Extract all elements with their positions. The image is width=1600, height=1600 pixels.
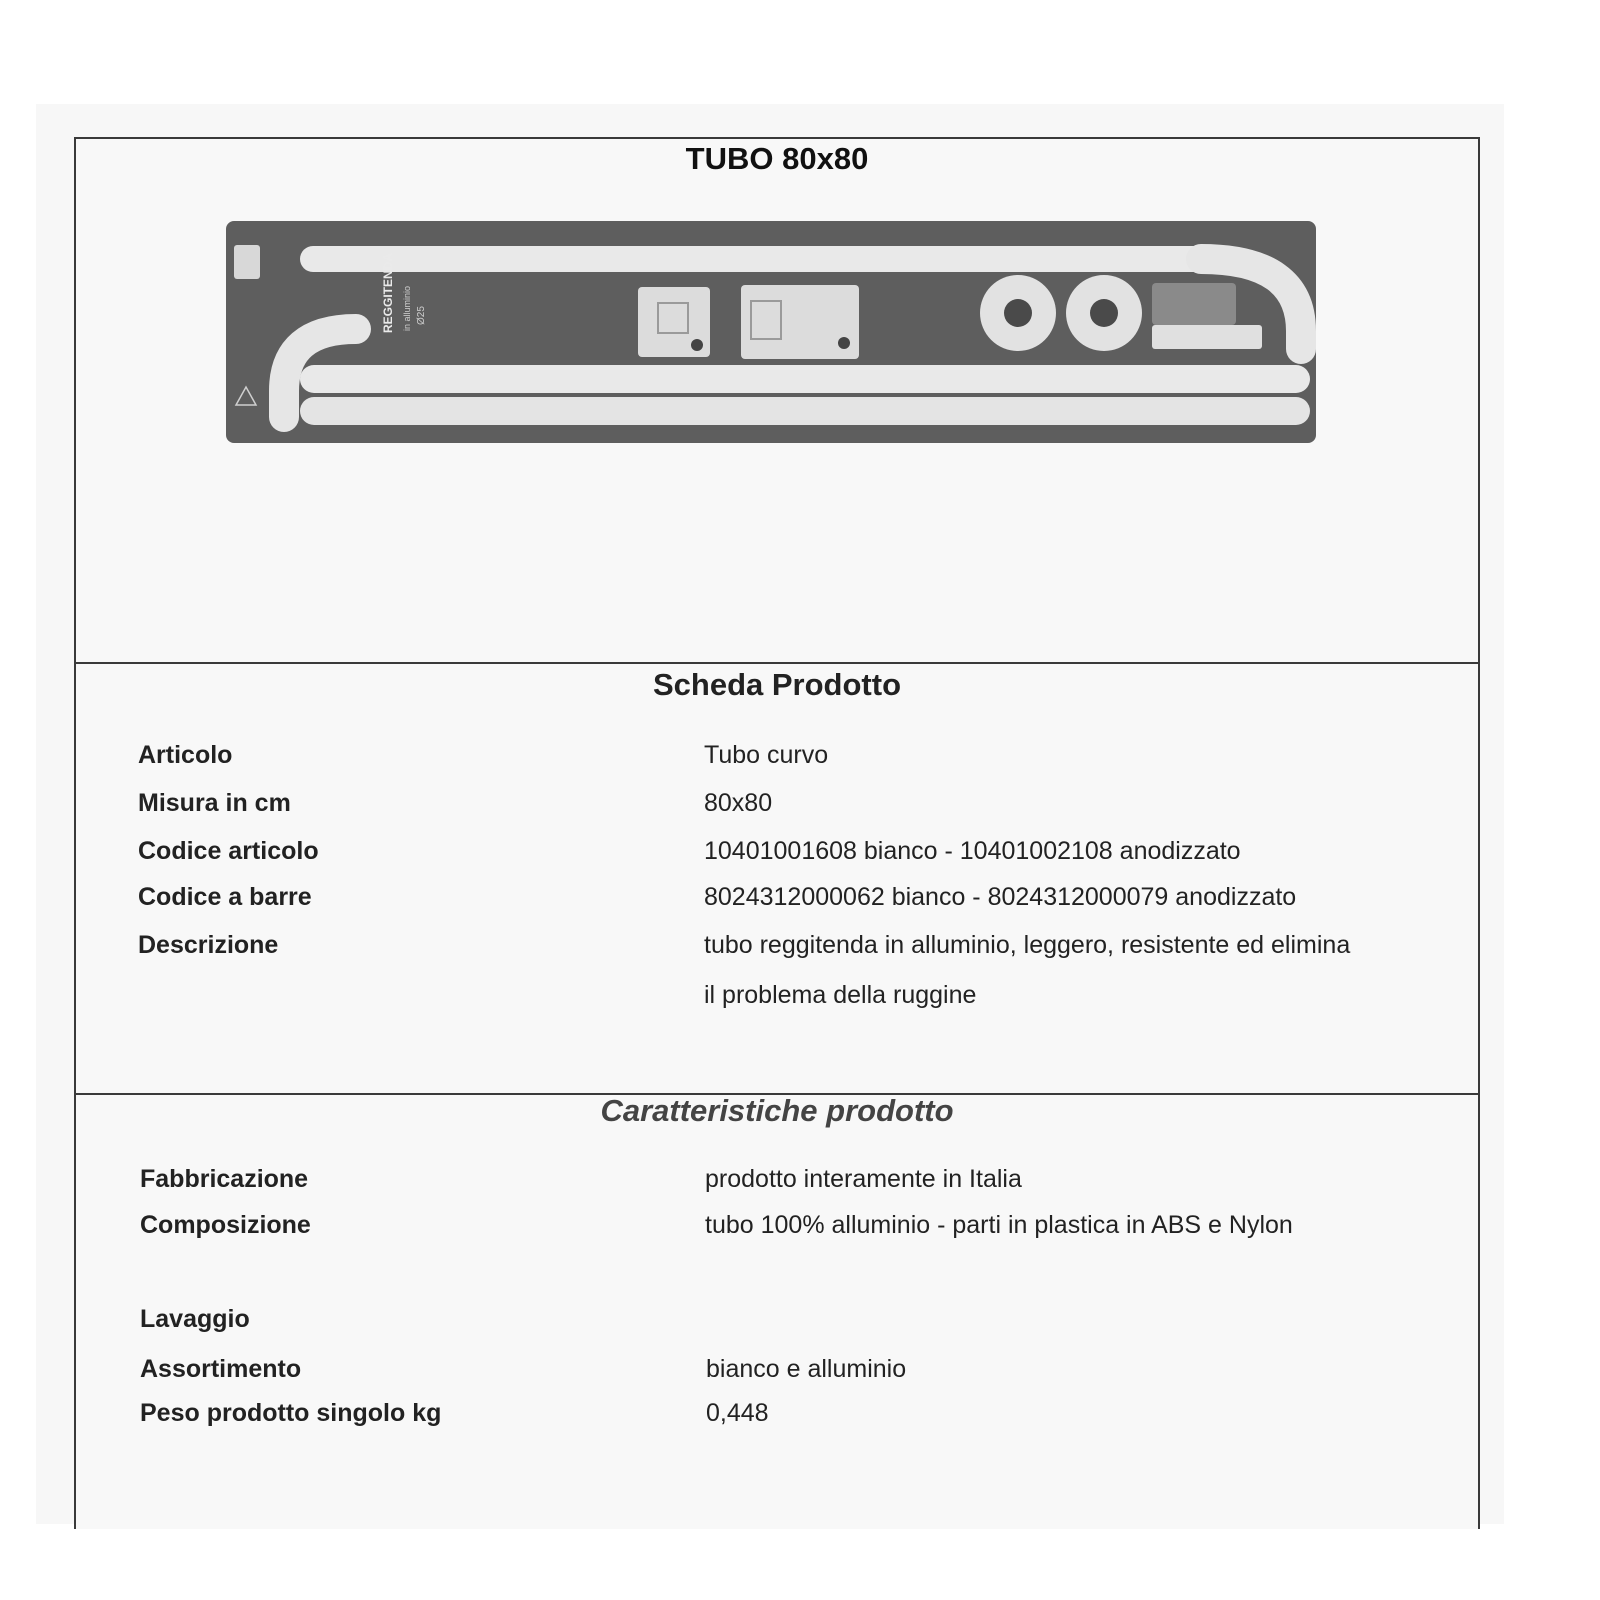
product-sheet-frame xyxy=(74,137,1480,1529)
value-misura: 80x80 xyxy=(704,789,773,817)
product-photo xyxy=(226,221,1316,443)
page-title: TUBO 80x80 xyxy=(685,141,869,176)
label-lavaggio: Lavaggio xyxy=(140,1305,250,1333)
scheda-title: Scheda Prodotto xyxy=(652,667,901,702)
label-assortimento: Assortimento xyxy=(140,1355,302,1383)
label-peso: Peso prodotto singolo kg xyxy=(140,1399,442,1427)
value-descrizione: tubo reggitenda in alluminio, leggero, resistente ed elimina xyxy=(704,931,1351,959)
value-assortimento: bianco e alluminio xyxy=(706,1355,907,1383)
value-fabbricazione: prodotto interamente in Italia xyxy=(705,1165,1022,1193)
label-composizione: Composizione xyxy=(140,1211,311,1239)
package-label: REGGITENDA xyxy=(381,252,395,333)
label-misura: Misura in cm xyxy=(138,789,291,817)
value-descrizione-line2: il problema della ruggine xyxy=(704,981,977,1009)
tube-top xyxy=(300,246,1210,272)
value-codice-barre: 8024312000062 bianco - 8024312000079 anodizzato xyxy=(704,883,1297,911)
screws-pack xyxy=(1152,283,1236,325)
label-articolo: Articolo xyxy=(138,741,233,769)
value-composizione: tubo 100% alluminio - parti in plastica in ABS e Nylon xyxy=(705,1211,1293,1239)
value-peso: 0,448 xyxy=(706,1399,769,1427)
tube-bottom xyxy=(300,397,1310,425)
label-fabbricazione: Fabbricazione xyxy=(140,1165,309,1193)
label-codice-articolo: Codice articolo xyxy=(138,837,319,865)
label-descrizione: Descrizione xyxy=(138,931,279,959)
package-code: Ø25 xyxy=(416,306,427,325)
section-divider xyxy=(76,662,1478,664)
package-sublabel: in alluminio xyxy=(402,285,412,331)
caratteristiche-title: Caratteristiche prodotto xyxy=(600,1093,954,1128)
label-codice-barre: Codice a barre xyxy=(138,883,312,911)
value-codice-articolo: 10401001608 bianco - 10401002108 anodizzato xyxy=(704,837,1241,865)
tube-middle xyxy=(300,365,1310,393)
value-articolo: Tubo curvo xyxy=(704,741,829,769)
